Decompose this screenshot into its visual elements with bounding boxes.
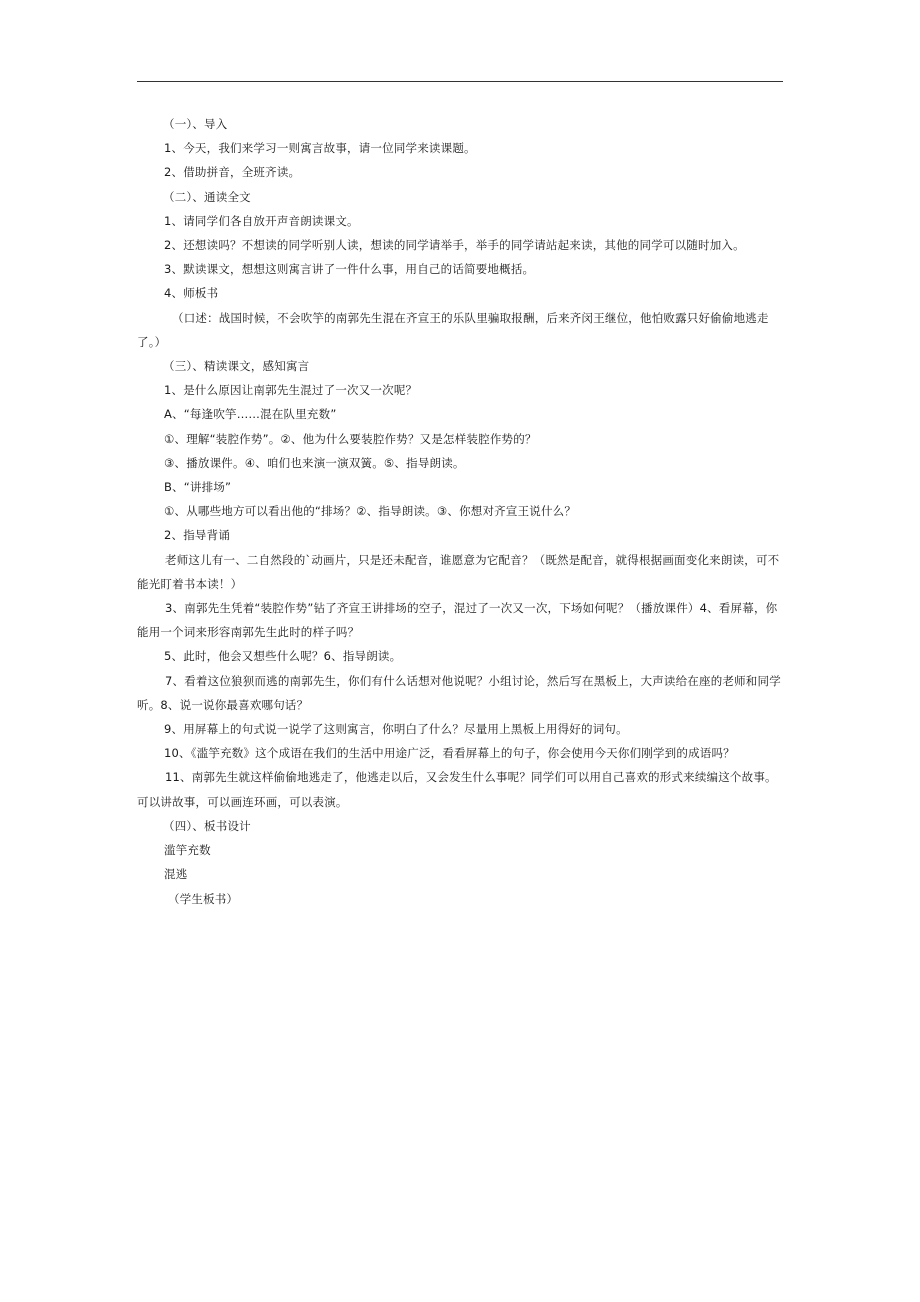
header-rule bbox=[137, 81, 783, 82]
document-line: 3、南郭先生凭着“装腔作势”钻了齐宣王讲排场的空子，混过了一次又一次，下场如何呢？（播放课件）4、看屏幕，你能用一个词来形容南郭先生此时的样子吗？ bbox=[137, 601, 778, 640]
document-line: 5、此时，他会又想些什么呢？6、指导朗读。 bbox=[164, 649, 402, 664]
document-line: B、“讲排场” bbox=[164, 480, 232, 495]
document-line: 2、还想读吗？不想读的同学听别人读，想读的同学请举手，举手的同学请站起来读，其他的同学可以随时加入。 bbox=[164, 238, 745, 253]
document-line: （三）、精读课文，感知寓言 bbox=[163, 359, 310, 374]
document-line: ③、播放课件。④、咱们也来演一演双簧。⑤、指导朗读。 bbox=[164, 455, 465, 470]
document-line: 10、《滥竽充数》这个成语在我们的生活中用途广泛，看看屏幕上的句子，你会使用今天你们刚学到的成语吗？ bbox=[164, 746, 735, 761]
document-line: 滥竽充数 bbox=[164, 843, 211, 858]
document-line: 老师这儿有一、二自然段的`动画片，只是还未配音，谁愿意为它配音？（既然是配音，就得根据画面变化来朗读，可不能光盯着书本读！） bbox=[137, 552, 780, 591]
document-line: （学生板书） bbox=[168, 891, 239, 906]
document-line: A、“每逢吹竽……混在队里充数” bbox=[164, 407, 337, 422]
document-line: 9、用屏幕上的句式说一说学了这则寓言，你明白了什么？尽量用上黑板上用得好的词句。 bbox=[164, 722, 628, 737]
document-line: 混逃 bbox=[164, 867, 188, 882]
document-line: 4、师板书 bbox=[164, 286, 219, 301]
document-line: 11、南郭先生就这样偷偷地逃走了，他逃走以后，又会发生什么事呢？同学们可以用自己喜欢的形式来续编这个故事。可以讲故事，可以画连环画，可以表演。 bbox=[137, 770, 777, 809]
document-body bbox=[137, 112, 785, 911]
document-line: ①、理解“装腔作势”。②、他为什么要装腔作势？又是怎样装腔作势的？ bbox=[164, 431, 537, 446]
document-line: 2、指导背诵 bbox=[164, 528, 231, 543]
document-line: （口述：战国时候，不会吹竽的南郭先生混在齐宣王的乐队里骗取报酬，后来齐闵王继位，他怕败露只好偷偷地逃走了。） bbox=[137, 310, 769, 349]
document-line: 1、是什么原因让南郭先生混过了一次又一次呢？ bbox=[164, 383, 418, 398]
document-line: （二）、通读全文 bbox=[163, 189, 251, 204]
document-line: ①、从哪些地方可以看出他的“排场？②、指导朗读。③、你想对齐宣王说什么？ bbox=[164, 504, 577, 519]
document-line: （四）、板书设计 bbox=[163, 818, 251, 833]
document-line: 1、请同学们各自放开声音朗读课文。 bbox=[164, 213, 359, 228]
document-line: 7、看着这位狼狈而逃的南郭先生，你们有什么话想对他说呢？小组讨论，然后写在黑板上，大声读给在座的老师和同学听。8、说一说你最喜欢哪句话？ bbox=[137, 673, 781, 712]
document-line: 2、借助拼音，全班齐读。 bbox=[164, 165, 301, 180]
document-line: 3、默读课文，想想这则寓言讲了一件什么事，用自己的话简要地概括。 bbox=[164, 262, 535, 277]
document-line: （一）、导入 bbox=[163, 117, 228, 131]
document-line: 1、今天，我们来学习一则寓言故事，请一位同学来读课题。 bbox=[164, 141, 476, 156]
